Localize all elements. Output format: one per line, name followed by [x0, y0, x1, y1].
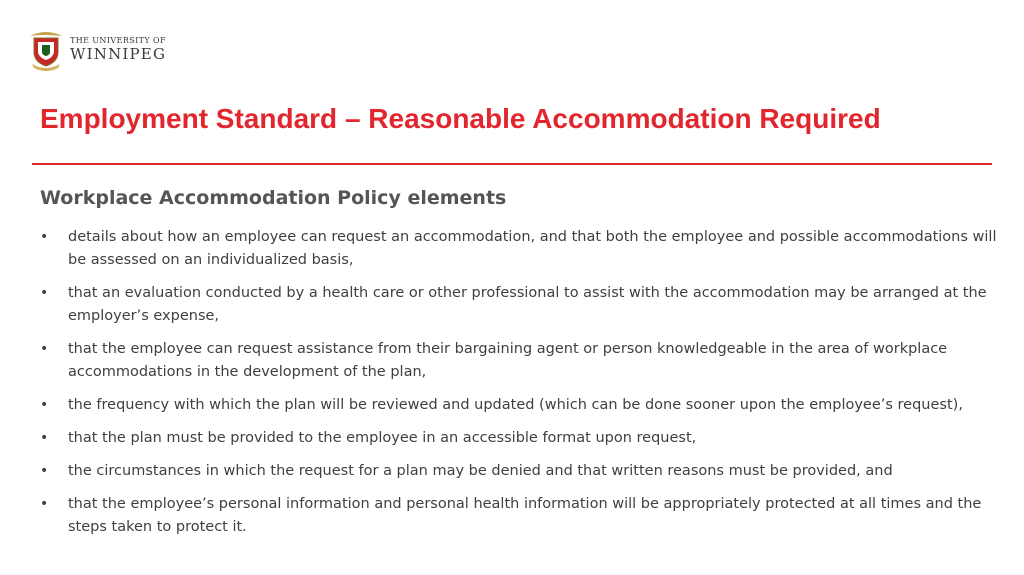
bullet-icon: •: [40, 285, 49, 301]
bullet-item: [40, 427, 1000, 450]
bullet-item: [40, 493, 1000, 539]
bullet-text: that the employee can request assistance from their bargaining agent or person knowledgeable in the area of workplace accommodations in the development of the plan,: [68, 341, 948, 380]
slide-title: Employment Standard – Reasonable Accommodation Required: [40, 103, 881, 134]
bullet-item: [40, 226, 1000, 272]
university-crest-icon: [28, 26, 64, 72]
logo-line-1: THE UNIVERSITY OF: [70, 35, 166, 45]
bullet-list: [40, 226, 1000, 549]
section-heading: Workplace Accommodation Policy elements: [40, 187, 507, 209]
bullet-item: [40, 338, 1000, 384]
bullet-text: the circumstances in which the request for a plan may be denied and that written reasons must be provided, and: [68, 463, 893, 479]
bullet-item: [40, 282, 1000, 328]
university-logo: [28, 26, 166, 72]
bullet-icon: •: [40, 430, 49, 446]
bullet-item: [40, 394, 1000, 417]
bullet-icon: •: [40, 229, 49, 245]
bullet-icon: •: [40, 397, 49, 413]
bullet-text: that the employee’s personal information and personal health information will be appropriately protected at all times and the steps taken to protect it.: [68, 496, 982, 535]
bullet-text: that the plan must be provided to the employee in an accessible format upon request,: [68, 430, 697, 446]
bullet-item: [40, 460, 1000, 483]
bullet-icon: •: [40, 463, 49, 479]
bullet-icon: •: [40, 341, 49, 357]
bullet-icon: •: [40, 496, 49, 512]
bullet-text: the frequency with which the plan will be reviewed and updated (which can be done sooner upon the employee’s request),: [68, 397, 963, 413]
bullet-text: that an evaluation conducted by a health care or other professional to assist with the accommodation may be arranged at the employer’s expense,: [68, 285, 987, 324]
logo-line-2: WINNIPEG: [70, 44, 167, 63]
title-divider: [32, 163, 992, 165]
bullet-text: details about how an employee can request an accommodation, and that both the employee and possible accommodations will be assessed on an individualized basis,: [68, 229, 997, 268]
